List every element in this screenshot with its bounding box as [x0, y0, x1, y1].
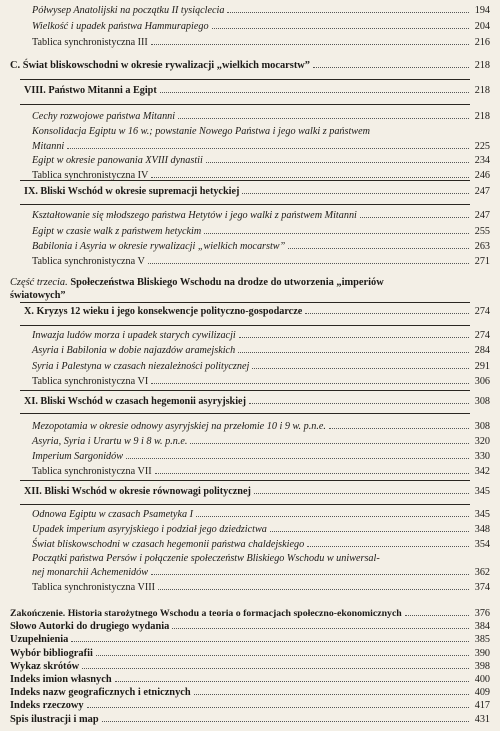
leader-dots [288, 248, 469, 249]
page-number: 247 [474, 210, 490, 221]
entry-title: Mitanni [32, 141, 65, 152]
toc-entry[interactable] [32, 524, 490, 535]
toc-entry[interactable] [32, 210, 490, 221]
page-number: 345 [474, 509, 490, 520]
page-number: 308 [474, 421, 490, 432]
page-number: 194 [474, 5, 490, 16]
rule [20, 180, 470, 181]
page-number: 306 [474, 376, 490, 387]
toc-entry[interactable] [32, 241, 490, 252]
page-number: 234 [474, 155, 490, 166]
rule [20, 413, 470, 414]
leader-dots [71, 641, 469, 642]
page-number: 348 [474, 524, 490, 535]
rule [20, 204, 470, 205]
toc-endmatter[interactable] [10, 661, 490, 672]
toc-entry[interactable] [32, 226, 490, 237]
entry-title: Asyria i Babilonia w dobie najazdów aramejskich [32, 345, 236, 356]
entry-title: Egipt w czasie walk z państwem hetyckim [32, 226, 202, 237]
leader-dots [239, 337, 469, 338]
page-number: 274 [474, 306, 490, 317]
toc-entry[interactable] [32, 436, 490, 447]
page-number: 247 [474, 186, 490, 197]
page-number: 409 [474, 687, 490, 699]
page-number: 417 [474, 700, 490, 712]
entry-title: Półwysep Anatolijski na początku II tysiąclecia [32, 5, 225, 16]
leader-dots [172, 628, 469, 629]
chapter-title: IX. Bliski Wschód w okresie supremacji hetyckiej [24, 186, 240, 197]
page-number: 398 [474, 660, 490, 672]
toc-entry[interactable] [32, 421, 490, 432]
entry-title: Kształtowanie się młodszego państwa Hetytów i jego walki z państwem Mitanni [32, 210, 357, 221]
entry-title: Tablica synchronistyczna VII [32, 466, 152, 477]
leader-dots [151, 574, 469, 575]
toc-entry[interactable] [32, 582, 490, 593]
toc-endmatter[interactable] [10, 674, 490, 685]
leader-dots [196, 516, 469, 517]
rule [20, 104, 470, 105]
page-number: 291 [474, 361, 490, 372]
toc-endmatter[interactable] [10, 714, 490, 725]
toc-entry[interactable] [32, 111, 490, 122]
page-number: 284 [474, 345, 490, 356]
toc-entry[interactable] [32, 567, 490, 578]
leader-dots [329, 428, 469, 429]
leader-dots [204, 233, 469, 234]
entry-title[interactable]: Początki państwa Persów i połączenie społeczeństw Bliskiego Wschodu w uniwersal- [32, 553, 380, 564]
page-number: 218 [474, 60, 490, 71]
leader-dots [307, 546, 469, 547]
entry-title: Wielkość i upadek państwa Hammurapiego [32, 21, 209, 32]
page-number: 271 [474, 256, 490, 267]
toc-chapter[interactable] [24, 486, 490, 497]
entry-title: Tablica synchronistyczna IV [32, 170, 149, 181]
toc-entry[interactable] [32, 37, 490, 48]
page-number: 204 [474, 21, 490, 32]
leader-dots [178, 118, 469, 119]
page-number: 263 [474, 241, 490, 252]
page-number: 308 [474, 396, 490, 407]
leader-dots [227, 12, 469, 13]
toc-endmatter[interactable] [10, 608, 490, 619]
page-number: 216 [474, 37, 490, 48]
leader-dots [405, 615, 469, 616]
rule [20, 325, 470, 326]
page-number: 320 [474, 436, 490, 447]
entry-title: Mezopotamia w okresie odnowy asyryjskiej na przełomie 10 i 9 w. p.n.e. [32, 421, 326, 432]
leader-dots [67, 148, 469, 149]
endmatter-title: Indeks imion własnych [10, 674, 112, 685]
leader-dots [151, 44, 469, 45]
leader-dots [212, 28, 469, 29]
toc-entry[interactable] [32, 21, 490, 32]
page-number: 218 [474, 111, 490, 122]
leader-dots [313, 67, 469, 68]
entry-title: Tablica synchronistyczna VIII [32, 582, 156, 593]
page-number: 218 [474, 85, 490, 96]
leader-dots [87, 707, 469, 708]
leader-dots [254, 493, 469, 494]
page-number: 255 [474, 226, 490, 237]
part-label: Część trzecia. [10, 277, 68, 288]
endmatter-title: Słowo Autorki do drugiego wydania [10, 621, 170, 633]
leader-dots [102, 721, 469, 722]
leader-dots [360, 217, 469, 218]
entry-title: Syria i Palestyna w czasach niezależności politycznej [32, 361, 250, 372]
toc-section[interactable] [10, 60, 490, 71]
leader-dots [151, 177, 469, 178]
page-number: 362 [474, 567, 490, 578]
page-number: 354 [474, 539, 490, 550]
rule [20, 390, 470, 391]
leader-dots [242, 193, 469, 194]
endmatter-title: Wykaz skrótów [10, 660, 80, 672]
toc-chapter[interactable] [24, 306, 490, 317]
entry-title: Upadek imperium asyryjskiego i podział jego dziedzictwa [32, 524, 267, 535]
toc-entry[interactable] [32, 451, 490, 462]
entry-title: Odnowa Egiptu w czasach Psametyka I [32, 509, 193, 520]
toc-endmatter[interactable] [10, 634, 490, 645]
leader-dots [190, 443, 469, 444]
toc-entry[interactable] [32, 539, 490, 550]
entry-title: Tablica synchronistyczna V [32, 256, 145, 267]
toc-chapter[interactable] [24, 85, 490, 96]
toc-entry[interactable] [32, 345, 490, 356]
chapter-title: X. Kryzys 12 wieku i jego konsekwencje polityczno-gospodarcze [24, 306, 303, 317]
entry-title: Cechy rozwojowe państwa Mitanni [32, 111, 176, 122]
entry-title: Asyria, Syria i Urartu w 9 i 8 w. p.n.e. [32, 436, 188, 447]
endmatter-title: Uzupełnienia [10, 634, 69, 646]
page-number: 225 [474, 141, 490, 152]
page-number: 390 [474, 647, 490, 659]
chapter-title: XI. Bliski Wschód w czasach hegemonii asyryjskiej [24, 396, 246, 407]
entry-title: nej monarchii Achemenidów [32, 567, 149, 578]
page-number: 400 [474, 674, 490, 685]
entry-title: Imperium Sargonidów [32, 451, 124, 462]
chapter-title: XII. Bliski Wschód w okresie równowagi politycznej [24, 486, 251, 497]
leader-dots [151, 383, 469, 384]
entry-title: Babilonia i Asyria w okresie rywalizacji „wielkich mocarstw” [32, 241, 286, 252]
entry-title: Egipt w okresie panowania XVIII dynastii [32, 155, 203, 166]
leader-dots [160, 92, 469, 93]
toc-entry[interactable] [32, 361, 490, 372]
endmatter-title: Indeks nazw geograficznych i etnicznych [10, 687, 191, 699]
entry-title: Inwazja ludów morza i upadek starych cywilizacji [32, 330, 236, 341]
leader-dots [206, 162, 469, 163]
leader-dots [194, 694, 469, 695]
toc-entry[interactable] [32, 256, 490, 267]
part-title: Społeczeństwa Bliskiego Wschodu na drodze do utworzenia „imperiów [70, 277, 384, 288]
leader-dots [270, 531, 469, 532]
leader-dots [249, 403, 469, 404]
leader-dots [82, 668, 469, 669]
endmatter-title: Spis ilustracji i map [10, 713, 99, 725]
page-number: 274 [474, 330, 490, 341]
toc-endmatter[interactable] [10, 648, 490, 659]
page-number: 376 [474, 608, 490, 619]
toc-entry[interactable] [32, 141, 490, 152]
page-number: 384 [474, 621, 490, 633]
page-number: 246 [474, 170, 490, 181]
leader-dots [96, 655, 469, 656]
entry-title: Tablica synchronistyczna VI [32, 376, 149, 387]
page-number: 345 [474, 486, 490, 497]
section-title: C. Świat bliskowschodni w okresie rywalizacji „wielkich mocarstw” [10, 60, 310, 71]
leader-dots [305, 313, 469, 314]
page-number: 374 [474, 582, 490, 593]
entry-title: Świat bliskowschodni w czasach hegemonii państwa chaldejskiego [32, 539, 305, 550]
rule [20, 79, 470, 80]
rule [20, 480, 470, 481]
leader-dots [115, 681, 469, 682]
toc-endmatter[interactable] [10, 621, 490, 632]
toc-endmatter[interactable] [10, 700, 490, 711]
page-number: 385 [474, 634, 490, 646]
toc-chapter[interactable] [24, 396, 490, 407]
endmatter-title: Wybór bibliografii [10, 647, 93, 659]
page-number: 431 [474, 713, 490, 725]
toc-entry[interactable] [32, 330, 490, 341]
leader-dots [238, 352, 469, 353]
toc-entry[interactable] [32, 466, 490, 477]
rule [20, 504, 470, 505]
toc-chapter[interactable] [24, 186, 490, 197]
toc-entry[interactable] [32, 155, 490, 166]
part-title-cont: światowych” [10, 290, 66, 301]
toc-entry[interactable] [32, 5, 490, 16]
leader-dots [158, 589, 469, 590]
leader-dots [148, 263, 469, 264]
part-heading[interactable] [10, 277, 384, 288]
entry-title: Tablica synchronistyczna III [32, 37, 148, 48]
leader-dots [126, 458, 469, 459]
page-number: 342 [474, 466, 490, 477]
rule [20, 302, 470, 303]
endmatter-title: Zakończenie. Historia starożytnego Wschodu a teoria o formacjach społeczno-ekonomicznych [10, 608, 402, 619]
endmatter-title: Indeks rzeczowy [10, 700, 84, 712]
chapter-title: VIII. Państwo Mitanni a Egipt [24, 85, 157, 96]
leader-dots [252, 368, 469, 369]
toc-entry[interactable] [32, 509, 490, 520]
entry-title[interactable]: Konsolidacja Egiptu w 16 w.; powstanie Nowego Państwa i jego walki z państwem [32, 126, 370, 137]
toc-endmatter[interactable] [10, 687, 490, 698]
page-number: 330 [474, 451, 490, 462]
toc-entry[interactable] [32, 376, 490, 387]
leader-dots [155, 473, 469, 474]
